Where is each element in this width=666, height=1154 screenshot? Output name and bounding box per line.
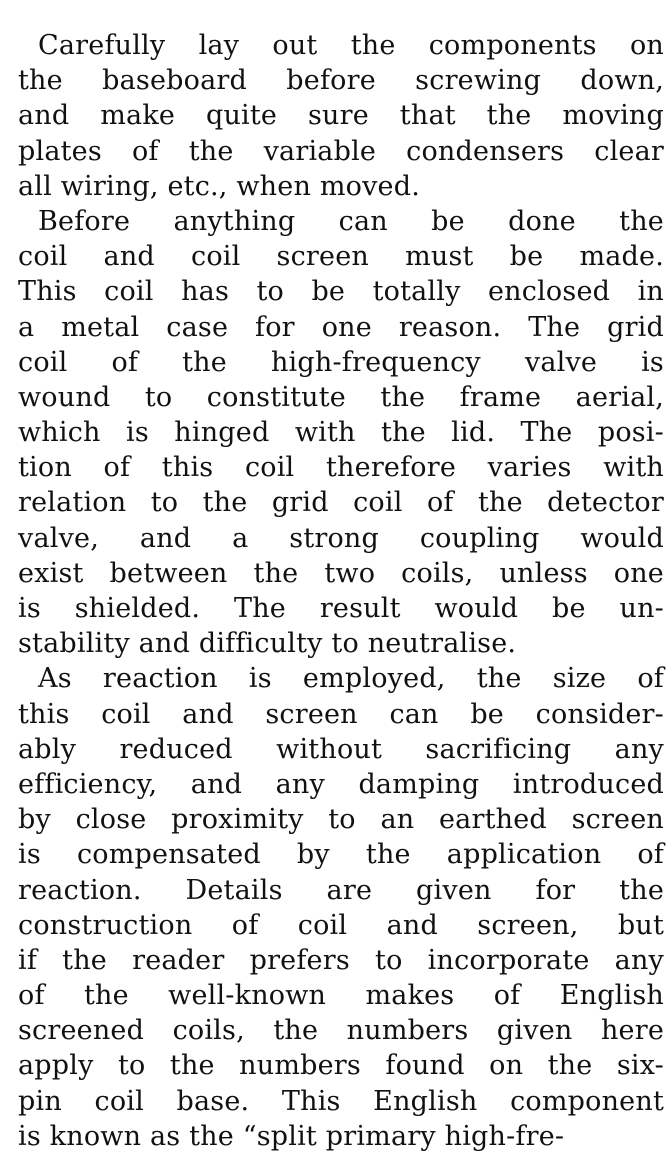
text-line: stability and difficulty to neutralise.	[18, 628, 517, 660]
text-line: coil and coil screen must be made.	[18, 241, 664, 273]
text-line: apply to the numbers found on the six-	[18, 1050, 664, 1082]
text-line: is known as the “split primary high-fre-	[18, 1120, 565, 1152]
text-line: tion of this coil therefore varies with	[18, 452, 664, 484]
text-line: all wiring, etc., when moved.	[18, 170, 420, 202]
text-line: of the well-known makes of English	[18, 980, 664, 1012]
text-line: reaction. Details are given for the	[18, 874, 664, 906]
text-line: is compensated by the application of	[18, 839, 664, 871]
text-line: by close proximity to an earthed screen	[18, 804, 664, 836]
text-line: screened coils, the numbers given here	[18, 1015, 664, 1047]
text-line: is shielded. The result would be un-	[18, 593, 664, 624]
text-line: coil of the high-frequency valve is	[18, 346, 664, 378]
article-column	[18, 28, 664, 1154]
text-line: This coil has to be totally enclosed in	[18, 276, 664, 308]
text-line: efficiency, and any damping introduced	[18, 768, 664, 800]
text-line: valve, and a strong coupling would	[18, 522, 664, 554]
text-line: wound to constitute the frame aerial,	[18, 381, 664, 413]
text-line: pin coil base. This English component	[18, 1085, 664, 1117]
text-line: Carefully lay out the components on	[38, 30, 664, 61]
text-line: exist between the two coils, unless one	[18, 557, 664, 589]
text-line: construction of coil and screen, but	[18, 909, 664, 941]
text-line: plates of the variable condensers clear	[18, 135, 664, 167]
text-line: which is hinged with the lid. The posi-	[18, 417, 664, 449]
text-line: ably reduced without sacrificing any	[18, 733, 664, 765]
text-line: As reaction is employed, the size of	[38, 663, 664, 695]
text-line: a metal case for one reason. The grid	[18, 311, 664, 343]
paragraph-3	[18, 661, 664, 1154]
paragraph-2	[18, 204, 664, 661]
text-line: this coil and screen can be consider-	[18, 698, 664, 730]
text-line: the baseboard before screwing down,	[18, 65, 664, 97]
text-line: Before anything can be done the	[38, 205, 664, 237]
paragraph-1	[18, 28, 664, 204]
text-line: and make quite sure that the moving	[18, 100, 664, 132]
text-line: if the reader prefers to incorporate any	[18, 944, 664, 976]
text-line: relation to the grid coil of the detector	[18, 487, 664, 519]
